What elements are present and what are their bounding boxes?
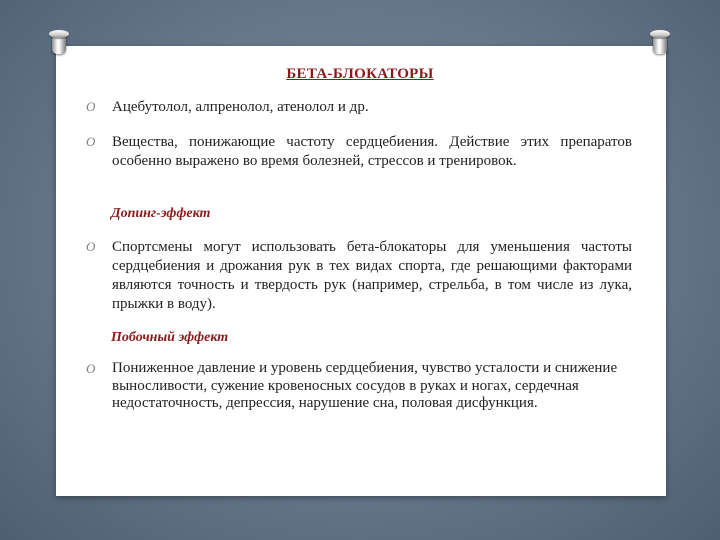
list-item-text: Спортсмены могут использовать бета-блокаторы для уменьшения частоты сердцебиения и дрожания рук в тех видах спорта, где решающими факторами являются точность и твердость рук (например, стрельба, в том числе из лука, прыжки в воду). bbox=[112, 239, 632, 312]
push-pin-icon bbox=[653, 34, 667, 54]
side-effect-heading: Побочный эффект bbox=[111, 330, 229, 345]
bullet-icon: O bbox=[86, 361, 96, 376]
list-item-text: Ацебутолол, алпренолол, атенолол и др. bbox=[112, 99, 369, 115]
list-item-text: Пониженное давление и уровень сердцебиения, чувство усталости и снижение выносливости, сужение кровеносных сосудов в руках и ногах, сердечная недостаточность, депрессия, нарушение сна, половая дисфункция. bbox=[112, 360, 618, 411]
bullet-icon: O bbox=[86, 239, 96, 254]
push-pin-icon bbox=[52, 34, 66, 54]
bullet-icon: O bbox=[86, 134, 96, 149]
list-item-text: Вещества, понижающие частоту сердцебиения. Действие этих препаратов особенно выражено во время болезней, стрессов и тренировок. bbox=[112, 134, 632, 169]
slide-title: БЕТА-БЛОКАТОРЫ bbox=[286, 66, 434, 82]
doping-effect-heading: Допинг-эффект bbox=[111, 206, 211, 221]
bullet-icon: O bbox=[86, 99, 96, 114]
